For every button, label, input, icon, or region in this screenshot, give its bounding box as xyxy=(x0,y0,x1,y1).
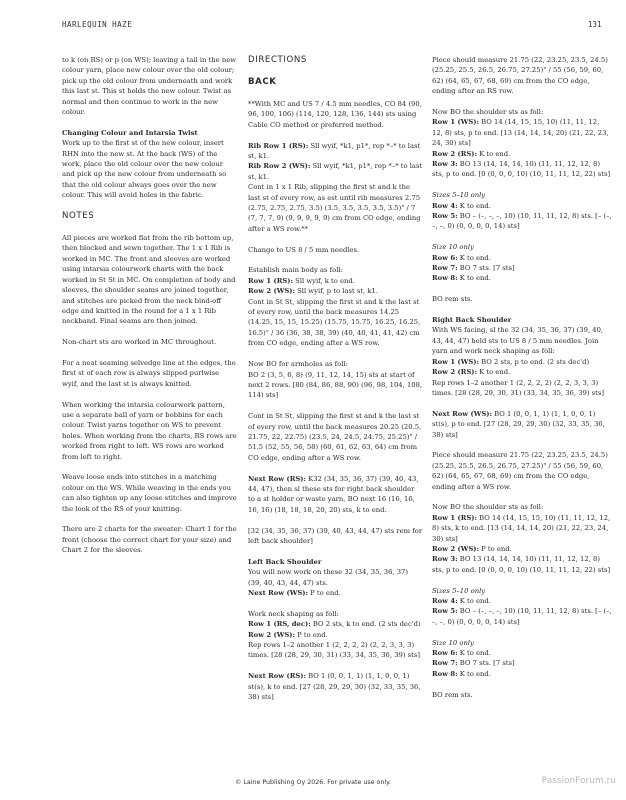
column-2 xyxy=(248,55,423,713)
copyright-footer: © Laine Publishing Oy 2026. For private use only. xyxy=(235,779,391,786)
instruction-row xyxy=(432,159,612,180)
row-text: K to end. xyxy=(457,253,491,262)
row-label: Next Row (WS): xyxy=(248,588,308,597)
paragraph: You will now work on these 32 (34, 35, 36, 37) (39, 40, 43, 44, 47) sts. xyxy=(248,568,409,587)
size-note: Size 10 only xyxy=(432,638,474,647)
row-text: BO 14 (14, 15, 15, 10) (11, 11, 12, 12, 8) sts, k to end. [13 (14, 14, 14, 20) (21, 22, 23, 24, 30) sts] xyxy=(432,513,611,543)
paragraph: Now BO for armholes as foll: xyxy=(248,360,348,369)
row-text: K to end. xyxy=(457,669,491,678)
row-text: Sll wyif, p to last st, k1. xyxy=(294,287,378,296)
instruction-row xyxy=(432,596,612,606)
row-text: BO 13 (14, 14, 14, 10) (11, 11, 12, 12, 8) sts, p to end. [0 (0, 0, 0, 10) (10, 11, 11, 12, 22) sts] xyxy=(432,160,611,179)
row-label: Row 2 (RS): xyxy=(432,368,477,377)
paragraph: Work neck shaping as foll: xyxy=(248,609,339,618)
row-label: Row 4: xyxy=(432,201,458,210)
instruction-row xyxy=(248,474,423,516)
row-text: BO 1 (0, 0, 1, 1) (1, 1, 0, 0, 1) st(s), k to end. [27 (28, 29, 29, 30) (32, 33, 35, 36, 38) sts] xyxy=(248,672,421,701)
paragraph: When working the intarsia colourwork pattern, use a separate ball of yarn or bobbins for each colour. Twist yarns together on WS to prevent holes. When working from the charts, RS rows are worked from right to left. WS rows are worked from left to right. xyxy=(62,400,237,461)
row-text: Sll wyif, *k1, p1*, rep *–* to last st, k1. xyxy=(248,141,421,161)
running-header-title: HARLEQUIN HAZE xyxy=(62,20,133,29)
row-text: K to end. xyxy=(457,201,491,210)
row-text: K to end. xyxy=(477,368,511,377)
row-text: K to end. xyxy=(457,649,491,657)
instruction-row xyxy=(432,149,612,159)
row-text: BO 2 sts, k to end. (2 sts dec'd) xyxy=(310,620,421,629)
row-label: Row 4: xyxy=(432,596,458,605)
row-label: Row 1 (WS): xyxy=(432,118,479,127)
instruction-row xyxy=(432,513,612,544)
row-text: Sll wyif, *k1, p1*, rep *–* to last st, k1. xyxy=(248,162,423,181)
row-text: BO 7 sts. [7 sts] xyxy=(457,264,515,273)
instruction-row xyxy=(432,263,612,273)
size-note: Size 10 only xyxy=(432,243,474,252)
paragraph: Work up to the first st of the new colour, insert RHN into the new st. At the back (WS) of the work, place the old colour over the new colour and pick up the new colour from underneath so that the old colour always goes over the new colour. This will avoid holes in the fabric. xyxy=(62,139,227,200)
paragraph: All pieces are worked flat from the rib bottom up, then blocked and sewn together. The 1 x 1 Rib is worked in MC. The front and sleeves are worked using intarsia colourwork charts with the back worked in St St in MC. On completion of body and sleeves, the shoulder seams are joined together, and stitches are picked from the neck bind-off edge and knitted in the round for a 1 x 1 Rib neckband. Final seams are then joined. xyxy=(62,234,236,326)
row-label: Row 7: xyxy=(432,659,458,668)
instruction-row xyxy=(248,161,423,182)
size-note: Sizes 5–10 only xyxy=(432,586,486,595)
row-label: Row 1 (RS): xyxy=(248,276,293,285)
row-text: BO 1 (0, 0, 1, 1) (1, 1, 0, 0, 1) st(s), p to end. [27 (28, 29, 29, 30) (32, 33, 35, 36, 38) sts] xyxy=(432,409,605,439)
instruction-row xyxy=(248,141,423,162)
row-label: Row 2 (RS): xyxy=(432,149,477,158)
row-text: K32 (34, 35, 36, 37) (39, 40, 43, 44, 47), then sl these sts for right back shoulder to a st holder or waste yarn, BO next 16 (16, 16, 16, 16) (18, 18, 18, 20, 20) sts, k to end. xyxy=(248,474,419,514)
instruction-row xyxy=(248,619,423,629)
row-label: Row 5: xyxy=(432,212,458,221)
paragraph: to k (on RS) or p (on WS); leaving a tail in the new colour yarn, place new colour over the old colour; pick up the old colour from underneath and work this last st. This st holds the new colour. Twist as normal and then continue to work in the new colour. xyxy=(62,56,237,117)
paragraph: Piece should measure 21.75 (22, 23.25, 23.5, 24.5) (25.25, 25.5, 26.5, 26.75, 27.25)" / 55 (56, 59, 60, 62) (64, 65, 67, 68, 69) cm from the CO edge, ending after a WS row. xyxy=(432,451,608,491)
row-text: K to end. xyxy=(457,596,491,605)
row-label: Rib Row 2 (WS): xyxy=(248,162,311,171)
row-label: Next Row (RS): xyxy=(248,474,306,483)
paragraph: Weave loose ends into stitches in a matching colour on the WS. While weaving in the ends you can also tighten up any loose stitches and improve the look of the RS of your knitting. xyxy=(62,473,237,513)
instruction-row xyxy=(432,117,612,148)
row-label: Row 8: xyxy=(432,669,458,678)
row-text: P to end. xyxy=(307,588,341,597)
row-text: BO – (–, –, –, 10) (10, 11, 11, 12, 8) sts. [– (–, –, –, 0) (0, 0, 0, 0, 14) sts] xyxy=(432,607,612,626)
instruction-row xyxy=(432,253,612,263)
instruction-row xyxy=(432,357,612,367)
instruction-row xyxy=(248,276,423,286)
instruction-row xyxy=(432,201,612,211)
row-label: Row 8: xyxy=(432,274,458,283)
row-label: Row 2 (WS): xyxy=(248,630,295,639)
row-text: BO – (–, –, –, 10) (10, 11, 11, 12, 8) sts. [– (–, –, –, 0) (0, 0, 0, 0, 14) sts] xyxy=(432,212,612,231)
row-label: Row 6: xyxy=(432,253,458,262)
row-text: P to end. xyxy=(478,544,512,553)
row-text: BO 14 (14, 15, 15, 10) (11, 11, 12, 12, 8) sts, p to end. [13 (14, 14, 14, 20) (21, 22, 23, 24, 30) sts] xyxy=(432,118,609,148)
paragraph: Now BO the shoulder sts as foll: xyxy=(432,503,544,512)
section-heading: BACK xyxy=(248,77,277,87)
subheading: Changing Colour and Intarsia Twist xyxy=(62,128,198,137)
instruction-row xyxy=(248,630,423,640)
instruction-row xyxy=(432,409,612,440)
instruction-row xyxy=(248,671,423,702)
row-label: Row 7: xyxy=(432,264,458,273)
paragraph: BO rem sts. xyxy=(432,690,473,699)
paragraph: BO rem sts. xyxy=(432,295,473,304)
instruction-row xyxy=(432,606,612,627)
row-text: K to end. xyxy=(477,149,511,158)
subheading: Left Back Shoulder xyxy=(248,557,322,566)
section-heading: DIRECTIONS xyxy=(248,55,307,65)
instruction-row xyxy=(432,273,612,283)
size-note: Sizes 5–10 only xyxy=(432,191,486,200)
row-text: BO 13 (14, 14, 14, 10) (11, 11, 12, 12, 8) sts, p to end. [0 (0, 0, 0, 10) (10, 11, 11, 12, 22) sts] xyxy=(432,555,611,574)
row-label: Rib Row 1 (RS): xyxy=(248,141,309,150)
paragraph: With WS facing, sl the 32 (34, 35, 36, 37) (39, 40, 43, 44, 47) held sts to US 8 / 5 mm needles. Join yarn and work neck shaping as foll: xyxy=(432,326,604,356)
instruction-row xyxy=(432,544,612,554)
row-text: K to end. xyxy=(457,274,491,283)
paragraph: BO 2 (3, 5, 6, 8) (9, 11, 12, 14, 15) sts at start of next 2 rows. [80 (84, 86, 88, 90) (96, 98, 104, 108, 114) sts] xyxy=(248,370,423,400)
row-text: P to end. xyxy=(294,630,328,639)
row-label: Row 2 (WS): xyxy=(432,544,479,553)
paragraph: Rep rows 1–2 another 1 (2, 2, 2, 2) (2, 2, 3, 3, 3) times. [28 (28, 29, 30, 31) (33, 34, 35, 36, 39) sts] xyxy=(248,640,421,660)
instruction-row xyxy=(248,588,423,598)
paragraph: **With MC and US 7 / 4.5 mm needles, CO 84 (90, 96, 100, 106) (114, 120, 128, 136, 144) sts using Cable CO method or preferred method. xyxy=(248,100,422,129)
paragraph: Cont in St St, slipping the first st and k the last st of every row, until the back measures 20.25 (20.5, 21.75, 22, 22.75) (23.5, 24, 24.5, 24.75, 25.25)" / 51.5 (52, 55, 56, 58) (60, 61, 62, 63, 64) cm from CO edge, ending after a WS row. xyxy=(248,412,422,462)
row-label: Row 1 (RS, dec): xyxy=(248,620,311,629)
instruction-row xyxy=(248,286,423,296)
paragraph: Piece should measure 21.75 (22, 23.25, 23.5, 24.5) (25.25, 25.5, 26.5, 26.75, 27.25)" / 55 (56, 59, 60, 62) (64, 65, 67, 68, 69) cm from the CO edge, ending after an RS row. xyxy=(432,56,608,96)
row-text: BO 7 sts. [7 sts] xyxy=(457,659,515,668)
instruction-row xyxy=(432,554,612,575)
row-label: Row 3: xyxy=(432,555,458,564)
instruction-row xyxy=(432,367,612,377)
row-text: BO 2 sts, p to end. (2 sts dec'd) xyxy=(478,357,590,366)
paragraph: Cont in 1 x 1 Rib, slipping the first st and k the last st of every row, as est until rib measures 2.75 (2.75, 2.75, 2.75, 3.5) (3.5, 3.5, 3.5, 3.5, 3.5)" / 7 (7, 7, 7, 9) (9, 9, 9, 9, 9) cm from CO edge, ending after a WS row.** xyxy=(248,183,421,233)
instruction-row xyxy=(432,648,612,658)
instruction-row xyxy=(432,669,612,679)
row-label: Row 1 (RS): xyxy=(432,513,477,522)
paragraph: Change to US 8 / 5 mm needles. xyxy=(248,245,360,254)
column-1 xyxy=(62,55,237,566)
row-label: Row 3: xyxy=(432,160,458,169)
row-label: Row 6: xyxy=(432,649,458,657)
paragraph: Non-chart sts are worked in MC throughout. xyxy=(62,338,217,347)
row-label: Row 2 (WS): xyxy=(248,287,295,296)
row-text: Sll wyif, k to end. xyxy=(293,276,355,285)
page-number: 131 xyxy=(588,20,602,29)
paragraph: Establish main body as foll: xyxy=(248,266,343,275)
paragraph: Cont in St St, slipping the first st and k the last st of every row, until the back measures 14.25 (14.25, 15, 15, 15.25) (15.75, 15.75, 16.25, 16.25, 16.5)" / 36 (36, 38, 38, 39) (40, 40, 41, 41, 42) cm from CO edge, ending after a WS row. xyxy=(248,297,421,348)
paragraph: [32 (34, 35, 36, 37) (39, 40, 43, 44, 47) sts rem for left back shoulder] xyxy=(248,526,423,545)
instruction-row xyxy=(432,658,612,668)
row-label: Row 5: xyxy=(432,607,458,616)
column-3 xyxy=(432,55,612,710)
instruction-row xyxy=(432,211,612,232)
section-heading: NOTES xyxy=(62,211,95,222)
watermark: PassionForum.ru xyxy=(541,776,616,786)
paragraph: Rep rows 1–2 another 1 (2, 2, 2, 2) (2, 2, 3, 3, 3) times. [28 (28, 29, 30, 31) (33, 34, 35, 36, 39) sts] xyxy=(432,378,605,397)
row-label: Next Row (WS): xyxy=(432,409,492,418)
paragraph: There are 2 charts for the sweater: Chart 1 for the front (choose the correct chart for your size) and Chart 2 for the sleeves. xyxy=(62,525,237,555)
paragraph: Now BO the shoulder sts as foll: xyxy=(432,108,544,117)
paragraph: For a neat seaming selvedge line at the edges, the first st of each row is always slipped purlwise wyif, and the last st is always knitted. xyxy=(62,358,236,388)
row-label: Next Row (RS): xyxy=(248,672,306,681)
row-label: Row 1 (WS): xyxy=(432,357,479,366)
subheading: Right Back Shoulder xyxy=(432,316,512,325)
